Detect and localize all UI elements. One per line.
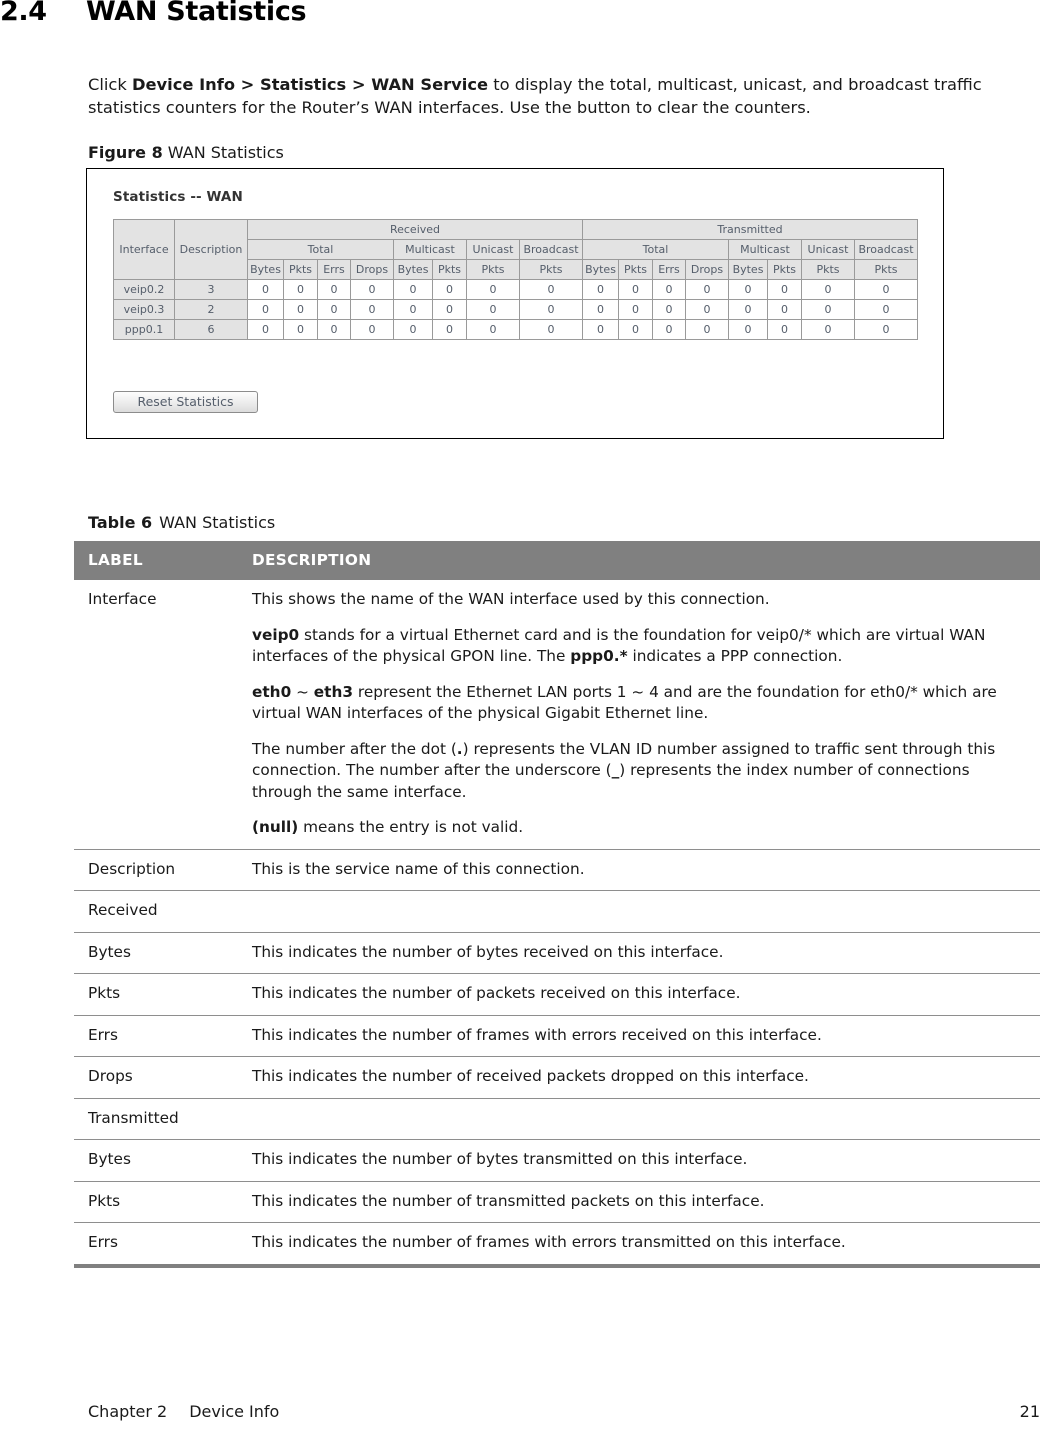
section-number: 2.4 — [0, 0, 47, 27]
ui-panel-title: Statistics -- WAN — [113, 189, 243, 205]
footer-chapter-title: Device Info — [189, 1402, 280, 1421]
cell-interface: veip0.2 — [114, 280, 175, 300]
table-row — [74, 1140, 1040, 1182]
table-row — [74, 1098, 1040, 1140]
header-tx-total-drops: Drops — [686, 260, 729, 280]
emphasis-text: _ — [611, 761, 620, 779]
cell-description: 2 — [175, 300, 248, 320]
cell-rx-mcast-bytes: 0 — [394, 300, 433, 320]
header-rx-total-bytes: Bytes — [248, 260, 284, 280]
description-paragraph — [252, 859, 1024, 881]
page-footer — [88, 1402, 1040, 1421]
body-text: This indicates the number of bytes transmitted on this interface. — [252, 1150, 748, 1168]
header-rx-multicast: Multicast — [394, 240, 467, 260]
cell-tx-bcast-pkts: 0 — [855, 280, 918, 300]
footer-chapter — [88, 1402, 279, 1421]
header-description: Description — [175, 220, 248, 280]
cell-tx-ucast-pkts: 0 — [802, 320, 855, 340]
body-text: means the entry is not valid. — [298, 818, 524, 836]
cell-tx-errs: 0 — [653, 300, 686, 320]
footer-page-number: 21 — [1019, 1402, 1040, 1421]
body-text: This indicates the number of frames with errors received on this interface. — [252, 1025, 822, 1044]
cell-tx-mcast-pkts: 0 — [768, 320, 802, 340]
header-tx-multicast: Multicast — [729, 240, 802, 260]
cell-tx-bytes: 0 — [583, 280, 619, 300]
cell-tx-mcast-bytes: 0 — [729, 280, 768, 300]
header-tx-total-bytes: Bytes — [583, 260, 619, 280]
body-text: ~ — [291, 682, 314, 701]
header-tx-total-pkts: Pkts — [619, 260, 653, 280]
table-row — [74, 849, 1040, 891]
cell-interface: veip0.3 — [114, 300, 175, 320]
cell-rx-bcast-pkts: 0 — [520, 320, 583, 340]
cell-rx-ucast-pkts: 0 — [467, 320, 520, 340]
table-row — [114, 300, 918, 320]
cell-description — [238, 891, 1040, 933]
header-tx-broadcast-pkts: Pkts — [855, 260, 918, 280]
intro-paragraph — [88, 73, 1040, 119]
table-caption-text: WAN Statistics — [159, 513, 276, 532]
cell-label: Transmitted — [74, 1098, 238, 1140]
header-rx-broadcast-pkts: Pkts — [520, 260, 583, 280]
description-paragraph — [252, 589, 1024, 611]
header-rx-total: Total — [248, 240, 394, 260]
cell-tx-mcast-pkts: 0 — [768, 300, 802, 320]
description-paragraph — [252, 625, 1024, 668]
emphasis-text: (null) — [252, 818, 299, 836]
cell-label: Received — [74, 891, 238, 933]
emphasis-text: eth0 — [252, 682, 292, 701]
header-rx-broadcast: Broadcast — [520, 240, 583, 260]
body-text: represent the Ethernet LAN ports 1 ~ 4 and are the foundation for eth0/* which are virtual WAN interfaces of the physical Gigabit Ethernet line. — [252, 682, 997, 722]
cell-tx-drops: 0 — [686, 280, 729, 300]
body-text: This is the service name of this connection. — [252, 859, 585, 878]
table-row — [74, 891, 1040, 933]
header-tx-unicast-pkts: Pkts — [802, 260, 855, 280]
cell-label: Pkts — [74, 974, 238, 1016]
header-tx-multicast-pkts: Pkts — [768, 260, 802, 280]
cell-description — [238, 1181, 1040, 1223]
header-tx-total: Total — [583, 240, 729, 260]
doc-header-description: DESCRIPTION — [238, 541, 1040, 580]
cell-tx-errs: 0 — [653, 320, 686, 340]
cell-tx-bytes: 0 — [583, 320, 619, 340]
header-rx-unicast: Unicast — [467, 240, 520, 260]
figure-screenshot-frame — [86, 168, 944, 439]
cell-rx-mcast-bytes: 0 — [394, 320, 433, 340]
cell-description — [238, 974, 1040, 1016]
body-text: ) represents the index number of connections through the same interface. — [252, 761, 970, 801]
description-paragraph — [252, 739, 1024, 804]
body-text: indicates a PPP connection. — [627, 647, 843, 665]
cell-rx-pkts: 0 — [284, 280, 318, 300]
cell-label: Bytes — [74, 932, 238, 974]
cell-rx-bytes: 0 — [248, 320, 284, 340]
cell-description: 6 — [175, 320, 248, 340]
cell-rx-ucast-pkts: 0 — [467, 300, 520, 320]
cell-description: 3 — [175, 280, 248, 300]
doc-table-head — [74, 541, 1040, 580]
cell-rx-pkts: 0 — [284, 320, 318, 340]
cell-label: Errs — [74, 1223, 238, 1264]
header-tx-total-errs: Errs — [653, 260, 686, 280]
cell-rx-errs: 0 — [318, 280, 351, 300]
header-interface: Interface — [114, 220, 175, 280]
cell-description — [238, 1223, 1040, 1264]
body-text: stands for a virtual Ethernet card and is the foundation for veip0/* which are virtual WAN interfaces of the physical GPON line. The — [252, 625, 986, 665]
header-rx-total-pkts: Pkts — [284, 260, 318, 280]
cell-rx-drops: 0 — [351, 280, 394, 300]
footer-chapter-number: Chapter 2 — [88, 1402, 168, 1421]
table-row — [74, 1057, 1040, 1099]
description-paragraph — [252, 682, 1024, 725]
cell-tx-bcast-pkts: 0 — [855, 300, 918, 320]
cell-tx-mcast-bytes: 0 — [729, 320, 768, 340]
body-text: This indicates the number of received packets dropped on this interface. — [252, 1067, 809, 1085]
description-paragraph — [252, 1066, 1024, 1088]
description-paragraph — [252, 1025, 1024, 1047]
body-text: ) represents the VLAN ID number assigned to traffic sent through this connection. The number after the underscore ( — [252, 739, 996, 779]
doc-table-body — [74, 580, 1040, 1264]
table-row — [74, 580, 1040, 849]
cell-description — [238, 932, 1040, 974]
header-received: Received — [248, 220, 583, 240]
emphasis-text: veip0 — [252, 625, 300, 644]
cell-tx-errs: 0 — [653, 280, 686, 300]
cell-tx-mcast-pkts: 0 — [768, 280, 802, 300]
description-paragraph — [252, 942, 1024, 964]
stats-header-row-group — [114, 220, 918, 240]
cell-description — [238, 849, 1040, 891]
emphasis-text: ppp0.* — [570, 647, 628, 665]
cell-rx-errs: 0 — [318, 300, 351, 320]
header-rx-unicast-pkts: Pkts — [467, 260, 520, 280]
table-caption-label: Table 6 — [88, 513, 153, 532]
cell-rx-mcast-pkts: 0 — [433, 320, 467, 340]
intro-nav-path: Device Info > Statistics > WAN Service — [131, 75, 489, 95]
cell-rx-mcast-pkts: 0 — [433, 300, 467, 320]
body-text: This indicates the number of packets received on this interface. — [252, 984, 741, 1002]
body-text: This shows the name of the WAN interface used by this connection. — [252, 590, 770, 608]
cell-description — [238, 580, 1040, 849]
body-text: This indicates the number of bytes received on this interface. — [252, 942, 724, 961]
table-row — [74, 932, 1040, 974]
header-tx-unicast: Unicast — [802, 240, 855, 260]
cell-rx-mcast-bytes: 0 — [394, 280, 433, 300]
page-title: WAN Statistics — [86, 0, 307, 27]
body-text: This indicates the number of transmitted packets on this interface. — [252, 1191, 765, 1210]
header-rx-total-drops: Drops — [351, 260, 394, 280]
cell-label: Errs — [74, 1015, 238, 1057]
doc-header-label: LABEL — [74, 541, 238, 580]
cell-tx-ucast-pkts: 0 — [802, 300, 855, 320]
cell-rx-ucast-pkts: 0 — [467, 280, 520, 300]
cell-rx-bcast-pkts: 0 — [520, 300, 583, 320]
figure-caption-label: Figure 8 — [88, 143, 163, 162]
cell-rx-mcast-pkts: 0 — [433, 280, 467, 300]
cell-tx-pkts: 0 — [619, 300, 653, 320]
table-row — [74, 1015, 1040, 1057]
header-rx-total-errs: Errs — [318, 260, 351, 280]
table-row — [74, 974, 1040, 1016]
cell-tx-drops: 0 — [686, 320, 729, 340]
wan-statistics-table — [113, 219, 918, 340]
header-tx-multicast-bytes: Bytes — [729, 260, 768, 280]
intro-text-after: to display the total, multicast, unicast, and broadcast traffic statistics counters for the Router’s WAN interfaces. Use the button to clear the counters. — [88, 75, 982, 118]
table-bottom-rule — [74, 1264, 1040, 1268]
cell-description — [238, 1140, 1040, 1182]
cell-rx-drops: 0 — [351, 300, 394, 320]
table-row — [114, 280, 918, 300]
header-tx-broadcast: Broadcast — [855, 240, 918, 260]
section-heading — [0, 0, 1040, 27]
cell-label: Pkts — [74, 1181, 238, 1223]
figure-caption — [88, 143, 284, 162]
description-paragraph — [252, 817, 1024, 839]
stats-table-body — [114, 280, 918, 340]
cell-description — [238, 1098, 1040, 1140]
description-paragraph — [252, 1149, 1024, 1171]
cell-tx-pkts: 0 — [619, 280, 653, 300]
cell-rx-pkts: 0 — [284, 300, 318, 320]
description-paragraph — [252, 983, 1024, 1005]
cell-label: Interface — [88, 590, 157, 608]
cell-label: Description — [74, 849, 238, 891]
doc-table-header-row — [74, 541, 1040, 580]
reset-statistics-button[interactable]: Reset Statistics — [113, 391, 258, 413]
cell-interface: ppp0.1 — [114, 320, 175, 340]
table-caption — [88, 513, 275, 532]
cell-tx-ucast-pkts: 0 — [802, 280, 855, 300]
cell-description — [238, 1015, 1040, 1057]
cell-rx-bytes: 0 — [248, 300, 284, 320]
stats-table-head — [114, 220, 918, 280]
cell-tx-bytes: 0 — [583, 300, 619, 320]
header-transmitted: Transmitted — [583, 220, 918, 240]
cell-rx-drops: 0 — [351, 320, 394, 340]
description-paragraph — [252, 1232, 1024, 1254]
table-row — [74, 1181, 1040, 1223]
figure-caption-text: WAN Statistics — [167, 143, 284, 162]
cell-label: Drops — [74, 1057, 238, 1099]
cell-tx-mcast-bytes: 0 — [729, 300, 768, 320]
wan-statistics-description-table — [74, 541, 1040, 1264]
header-rx-multicast-bytes: Bytes — [394, 260, 433, 280]
cell-label: Bytes — [74, 1140, 238, 1182]
cell-rx-errs: 0 — [318, 320, 351, 340]
cell-tx-bcast-pkts: 0 — [855, 320, 918, 340]
cell-tx-pkts: 0 — [619, 320, 653, 340]
intro-text-before: Click — [88, 75, 132, 95]
emphasis-text: . — [456, 739, 463, 758]
cell-description — [238, 1057, 1040, 1099]
body-text: This indicates the number of frames with errors transmitted on this interface. — [252, 1233, 846, 1251]
cell-rx-bytes: 0 — [248, 280, 284, 300]
cell-rx-bcast-pkts: 0 — [520, 280, 583, 300]
body-text: The number after the dot ( — [252, 739, 457, 758]
description-paragraph — [252, 1191, 1024, 1213]
table-row — [74, 1223, 1040, 1264]
cell-tx-drops: 0 — [686, 300, 729, 320]
table-row — [114, 320, 918, 340]
header-rx-multicast-pkts: Pkts — [433, 260, 467, 280]
emphasis-text: eth3 — [313, 682, 354, 701]
